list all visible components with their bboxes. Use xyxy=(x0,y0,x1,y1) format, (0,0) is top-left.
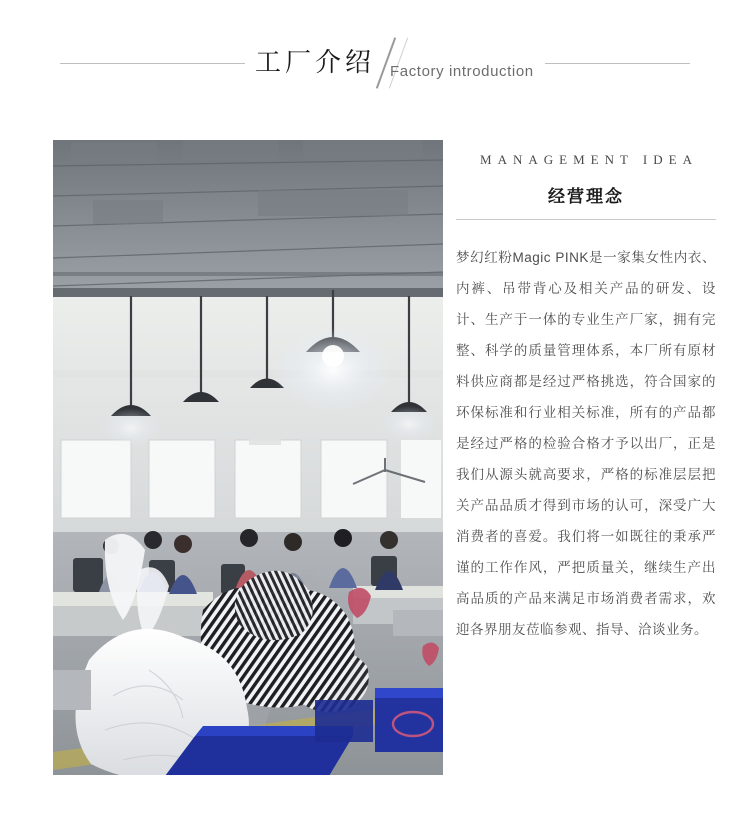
page-title-en: Factory introduction xyxy=(390,63,534,80)
management-idea-body: 梦幻红粉Magic PINK是一家集女性内衣、内裤、吊带背心及相关产品的研发、设计、生产于一体的专业生产厂家，拥有完整、科学的质量管理体系，本厂所有原材料供应商都是经过严格挑选，符合国家的环保标准和行业相关标准，所有的产品都是经过严格的检验合格才予以出厂，正是我们从源头就高要求，严格的标准层层把关产品品质才得到市场的认可，深受广大消费者的喜爱。我们将一如既往的秉承严谨的工作作风，严把质量关，继续生产出高品质的产品来满足市场消费者需求，欢迎各界朋友莅临参观、指导、洽谈业务。 xyxy=(456,250,716,637)
management-idea-divider xyxy=(456,219,716,220)
factory-photo-illustration xyxy=(53,140,443,775)
header-rule-right xyxy=(545,63,690,64)
section-header xyxy=(0,0,750,120)
content-area xyxy=(0,120,750,800)
factory-photo xyxy=(53,140,443,775)
page-title-cn: 工厂介绍 xyxy=(255,48,376,77)
management-idea-heading-cn: 经营理念 xyxy=(548,187,624,206)
management-idea-panel xyxy=(456,152,716,645)
management-idea-heading-en: MANAGEMENT IDEA xyxy=(480,152,698,167)
header-rule-left xyxy=(60,63,245,64)
